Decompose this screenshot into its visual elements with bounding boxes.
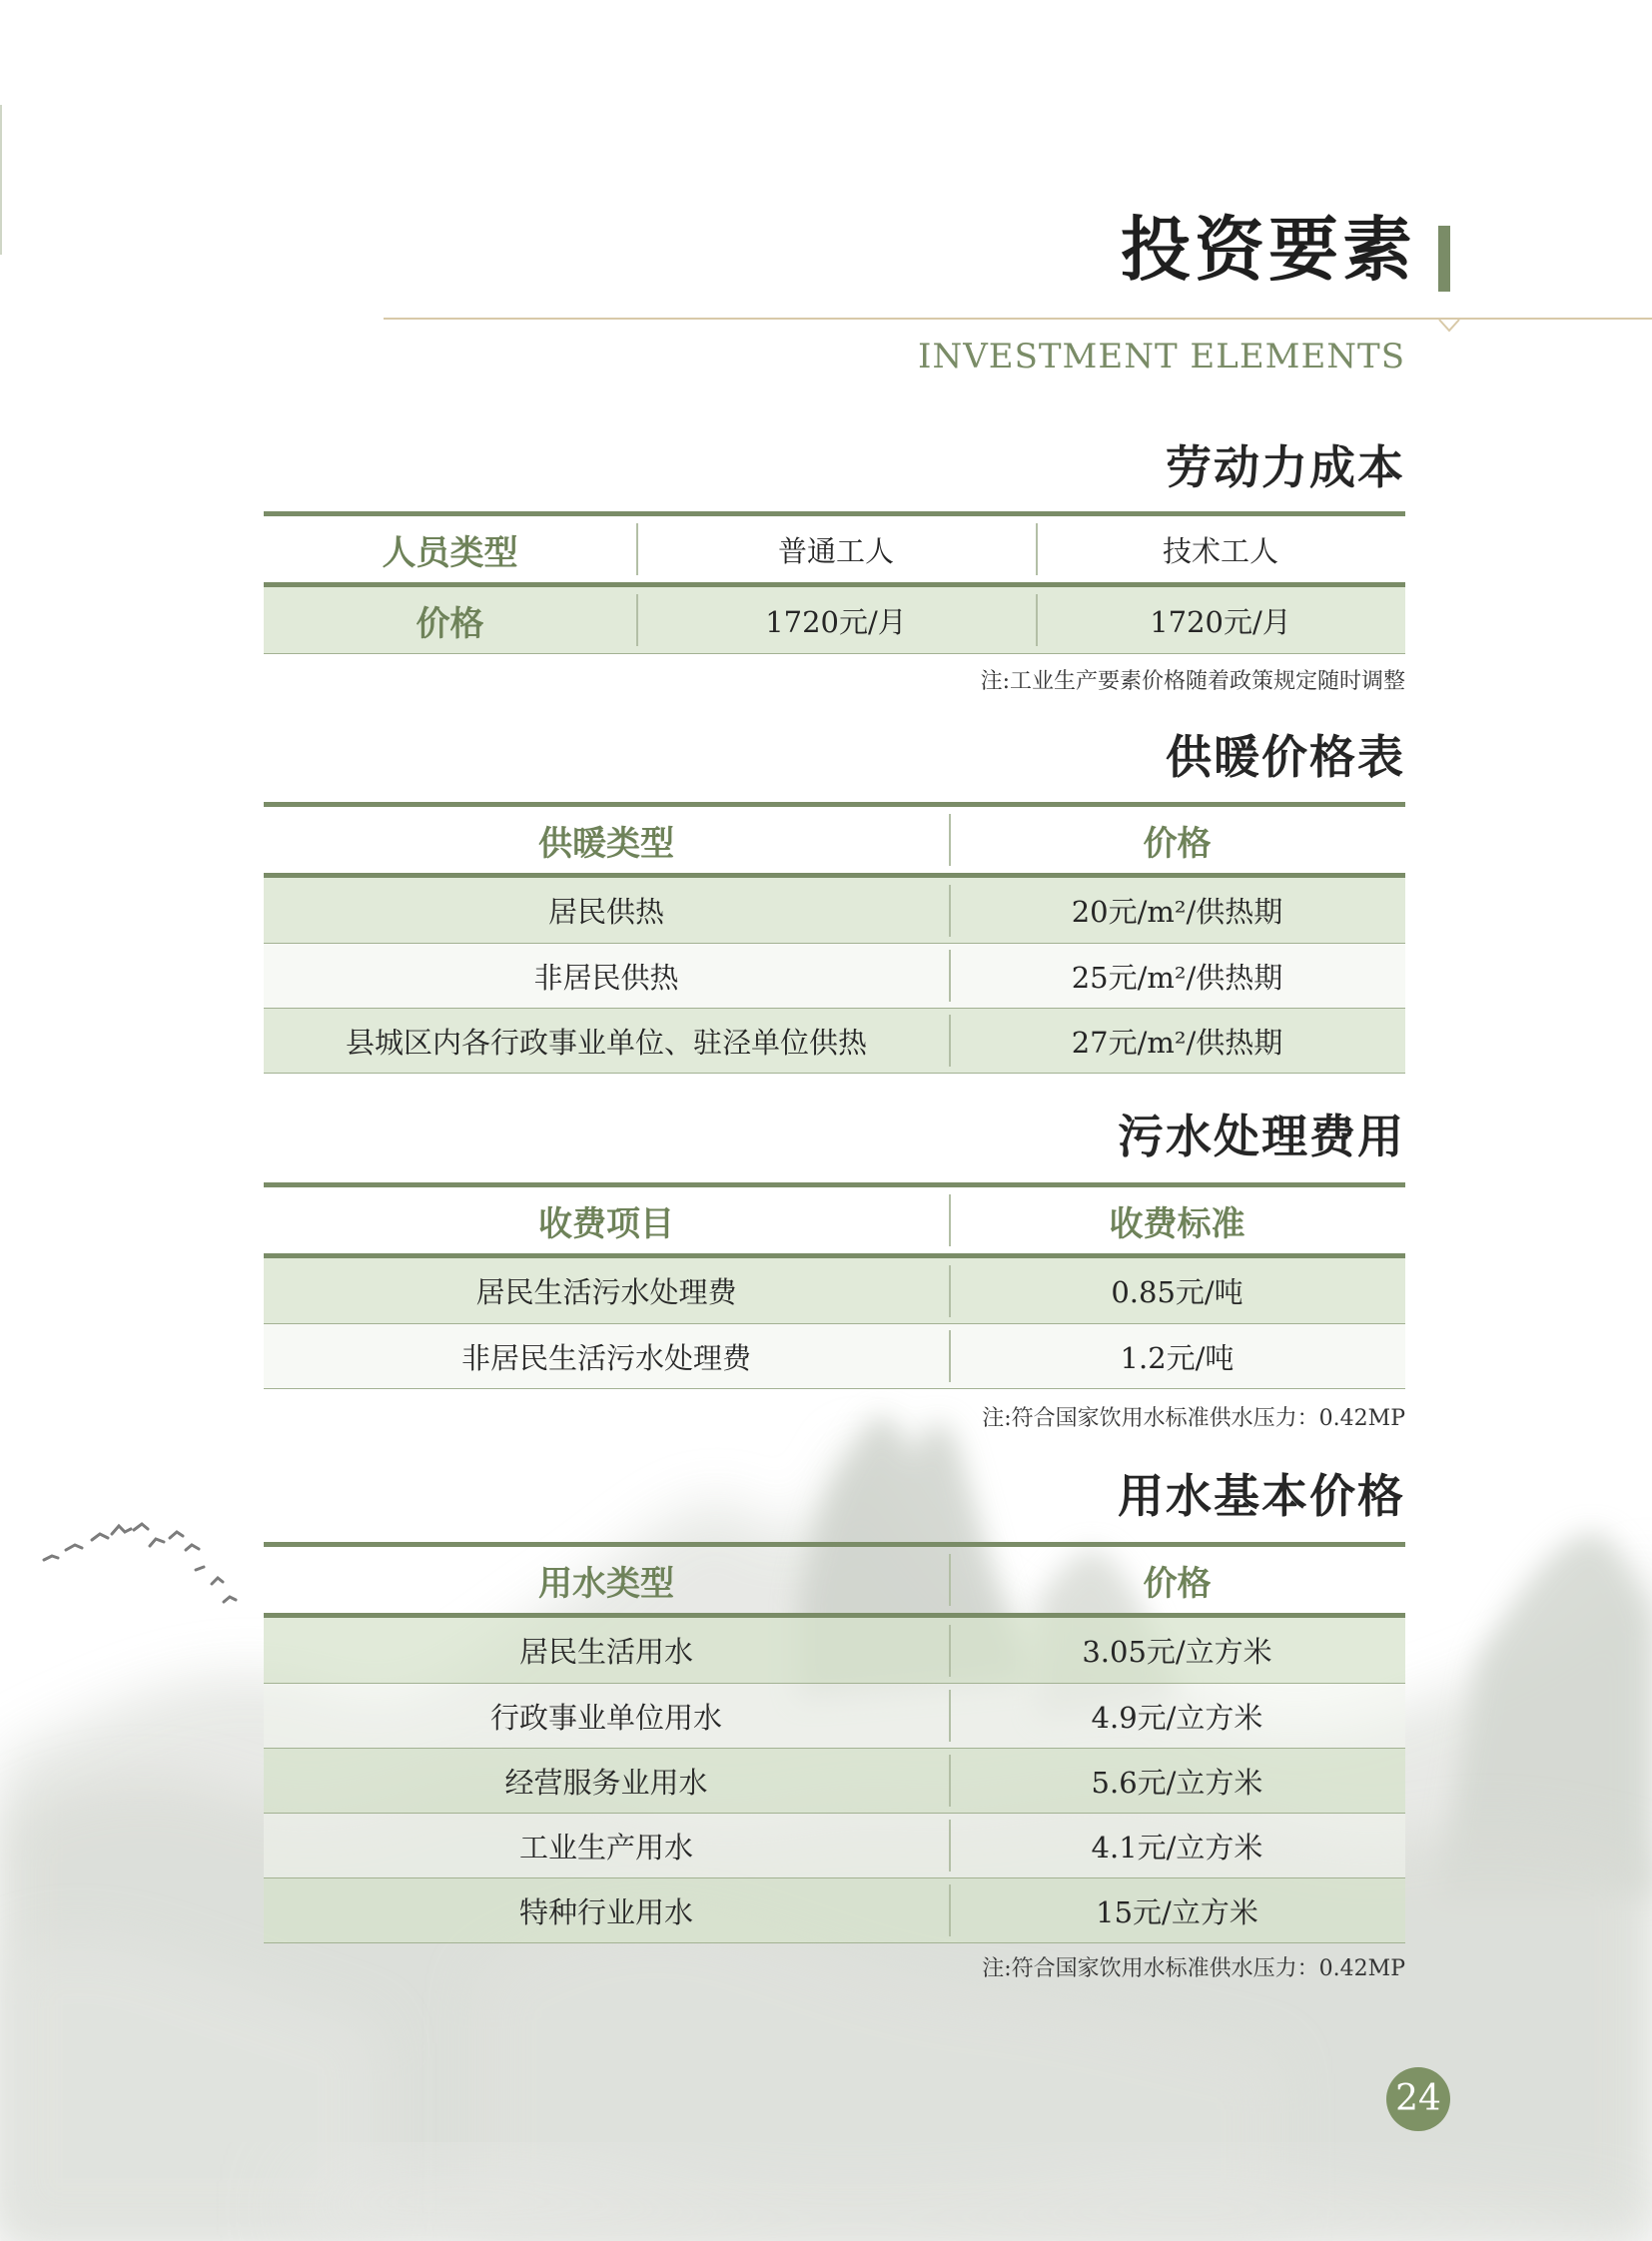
heating-row-type: 非居民供热 (533, 960, 679, 995)
heating-header-type: 供暖类型 (538, 823, 674, 864)
title-accent-bar (1438, 226, 1450, 292)
table-row (264, 1878, 1405, 1943)
water-row-type: 工业生产用水 (518, 1830, 693, 1865)
labor-header-technical: 技术工人 (1036, 529, 1405, 570)
water-header-price: 价格 (949, 1556, 1405, 1605)
heating-header-price: 价格 (949, 816, 1405, 865)
sewage-row-item: 居民生活污水处理费 (475, 1275, 737, 1309)
table-row (264, 1684, 1405, 1749)
table-row (264, 1618, 1405, 1684)
sewage-header-standard: 收费标准 (949, 1196, 1405, 1245)
page-subtitle: INVESTMENT ELEMENTS (918, 337, 1405, 376)
sewage-header-item: 收费项目 (538, 1203, 674, 1244)
table-row (264, 1324, 1405, 1389)
water-price-title: 用水基本价格 (1118, 1469, 1405, 1523)
labor-cost-table (264, 511, 1405, 654)
water-row-type: 特种行业用水 (518, 1894, 693, 1929)
water-row-type: 经营服务业用水 (504, 1765, 708, 1800)
water-row-type: 行政事业单位用水 (489, 1700, 722, 1735)
page-title: 投资要素 (1121, 208, 1416, 291)
table-row (264, 1258, 1405, 1324)
labor-row-technical-price: 1720元/月 (1036, 600, 1405, 641)
table-row (264, 944, 1405, 1009)
labor-table-row (264, 587, 1405, 654)
water-price-table (264, 1542, 1405, 1943)
sewage-note: 注:符合国家饮用水标准供水压力：0.42MP (982, 1406, 1405, 1431)
table-row (264, 1814, 1405, 1878)
sewage-table-header-row (264, 1187, 1405, 1258)
labor-note: 注:工业生产要素价格随着政策规定随时调整 (980, 669, 1405, 694)
heating-row-price: 27元/m²/供热期 (949, 1021, 1405, 1062)
labor-row-ordinary-price: 1720元/月 (636, 600, 1036, 641)
table-row (264, 1749, 1405, 1814)
labor-header-type: 人员类型 (382, 532, 518, 573)
table-row (264, 1009, 1405, 1074)
water-note: 注:符合国家饮用水标准供水压力：0.42MP (982, 1956, 1405, 1981)
labor-cost-title: 劳动力成本 (1166, 440, 1405, 494)
heating-row-price: 25元/m²/供热期 (949, 956, 1405, 997)
water-header-type: 用水类型 (538, 1563, 674, 1604)
labor-row-label: 价格 (415, 603, 484, 644)
heating-row-price: 20元/m²/供热期 (949, 890, 1405, 931)
heating-price-title: 供暖价格表 (1166, 730, 1405, 784)
sewage-row-item: 非居民生活污水处理费 (460, 1340, 751, 1375)
labor-table-header-row (264, 516, 1405, 587)
divider-notch-icon (1438, 319, 1460, 333)
heating-row-type: 县城区内各行政事业单位、驻泾单位供热 (345, 1025, 867, 1060)
sewage-fee-title: 污水处理费用 (1118, 1110, 1405, 1163)
heating-price-table (264, 802, 1405, 1074)
labor-header-ordinary: 普通工人 (636, 529, 1036, 570)
water-row-price: 3.05元/立方米 (949, 1630, 1405, 1671)
left-edge-accent (0, 105, 2, 255)
sewage-row-standard: 0.85元/吨 (949, 1270, 1405, 1311)
table-row (264, 878, 1405, 944)
water-row-price: 4.1元/立方米 (949, 1826, 1405, 1867)
water-row-price: 4.9元/立方米 (949, 1696, 1405, 1737)
heating-table-header-row (264, 807, 1405, 878)
sewage-fee-table (264, 1182, 1405, 1389)
water-row-price: 5.6元/立方米 (949, 1761, 1405, 1802)
title-divider (384, 318, 1652, 320)
page-number: 24 (1386, 2067, 1450, 2131)
heating-row-type: 居民供热 (547, 895, 664, 929)
water-table-header-row (264, 1547, 1405, 1618)
sewage-row-standard: 1.2元/吨 (949, 1336, 1405, 1377)
water-row-price: 15元/立方米 (949, 1890, 1405, 1931)
water-row-type: 居民生活用水 (518, 1635, 693, 1669)
